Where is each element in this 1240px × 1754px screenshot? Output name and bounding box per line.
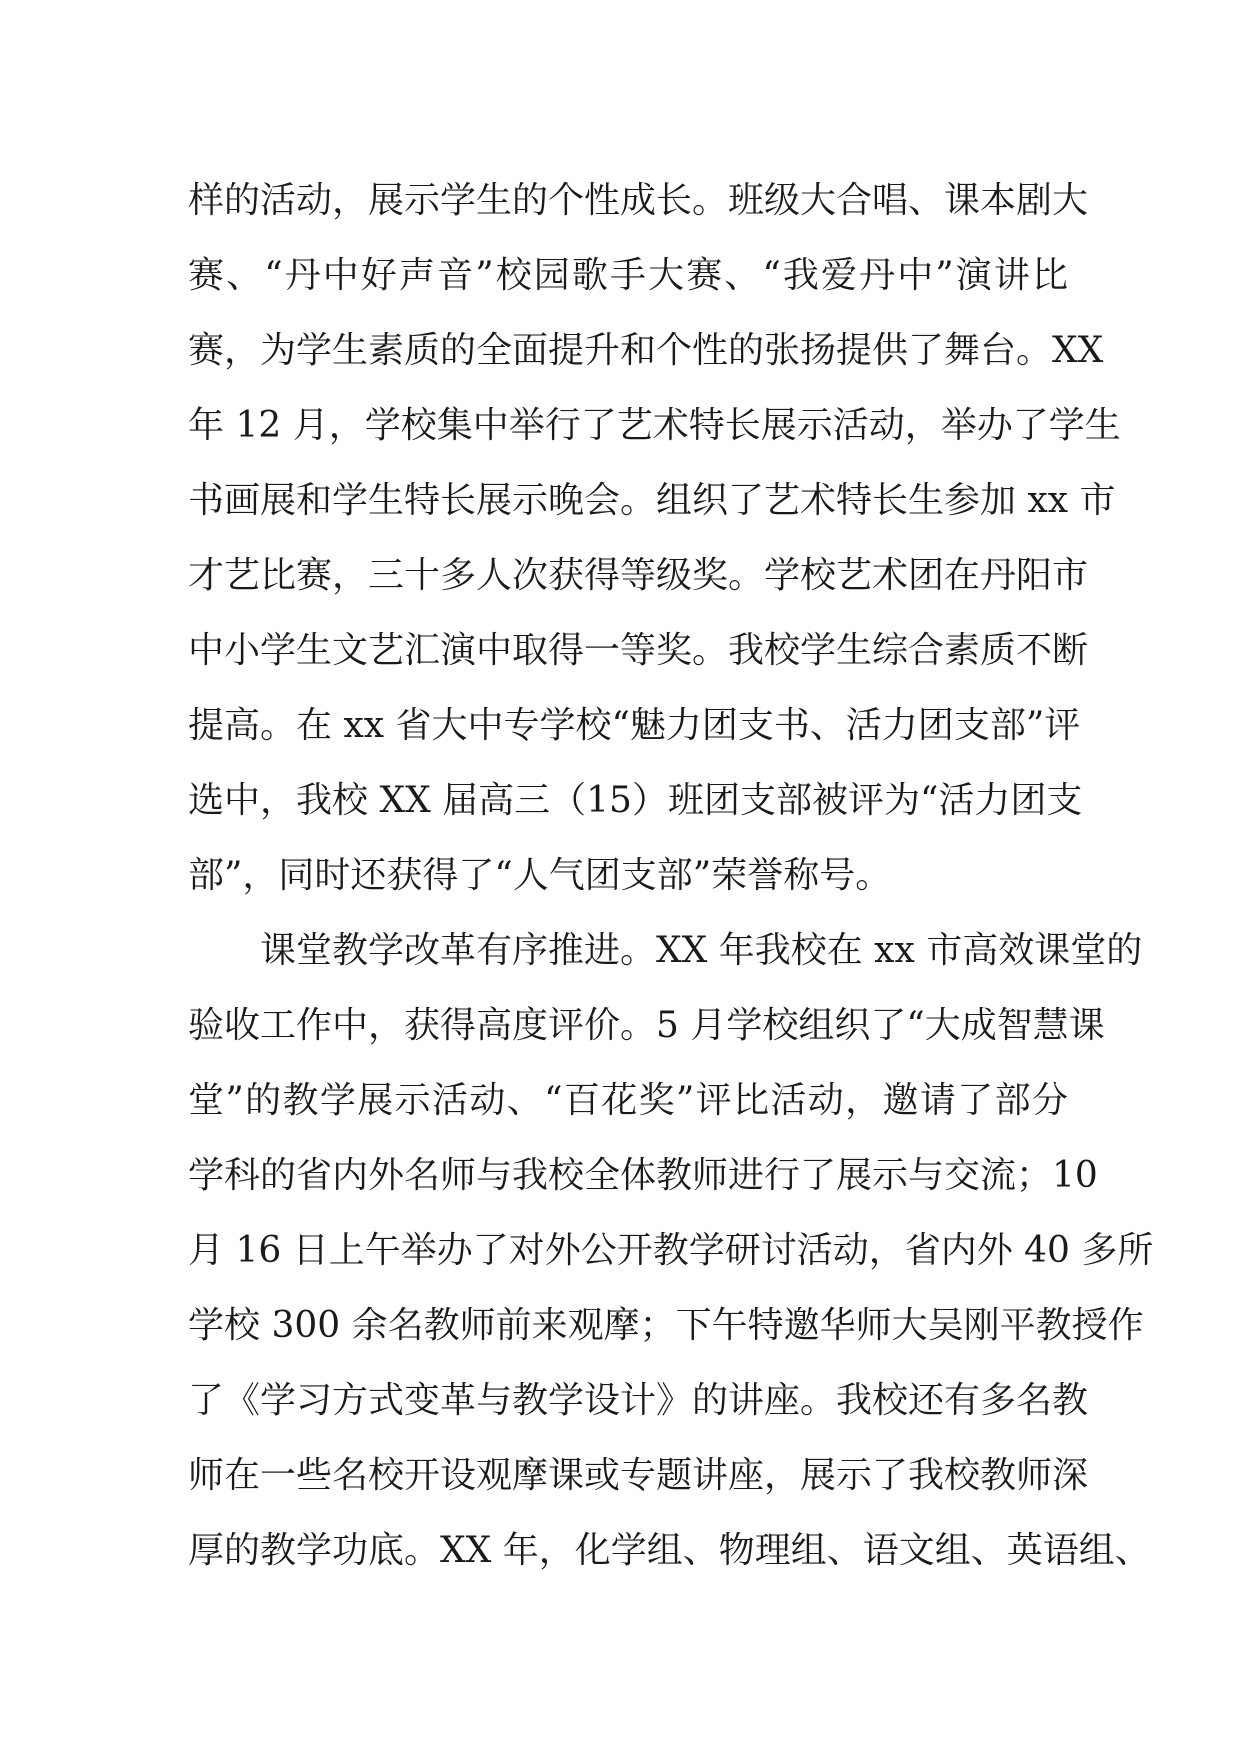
text-line: 中小学生文艺汇演中取得一等奖。我校学生综合素质不断 (188, 630, 1089, 671)
text-line: 课堂教学改革有序推进。XX 年我校在 xx 市高效课堂的 (260, 930, 1143, 971)
text-line: 师在一些名校开设观摩课或专题讲座，展示了我校教师深 (188, 1455, 1089, 1496)
text-line: 学校 300 余名教师前来观摩；下午特邀华师大吴刚平教授作 (188, 1305, 1144, 1346)
body-text (188, 163, 1154, 1588)
text-line: 年 12 月，学校集中举行了艺术特长展示活动，举办了学生 (188, 405, 1121, 446)
text-line: 了《学习方式变革与教学设计》的讲座。我校还有多名教 (188, 1380, 1089, 1421)
text-line: 厚的教学功底。XX 年，化学组、物理组、语文组、英语组、 (188, 1530, 1151, 1571)
text-line: 样的活动，展示学生的个性成长。班级大合唱、课本剧大 (188, 180, 1089, 221)
text-line: 才艺比赛，三十多人次获得等级奖。学校艺术团在丹阳市 (188, 555, 1089, 596)
text-line: 提高。在 xx 省大中专学校“魅力团支书、活力团支部”评 (188, 705, 1081, 746)
text-line: 赛，为学生素质的全面提升和个性的张扬提供了舞台。XX (188, 330, 1104, 371)
text-line: 学科的省内外名师与我校全体教师进行了展示与交流；10 (188, 1155, 1098, 1196)
paragraph-2 (188, 913, 1154, 1588)
text-line: 部”，同时还获得了“人气团支部”荣誉称号。 (188, 855, 892, 896)
text-line: 书画展和学生特长展示晚会。组织了艺术特长生参加 xx 市 (188, 480, 1116, 521)
text-line: 月 16 日上午举办了对外公开教学研讨活动，省内外 40 多所 (188, 1230, 1154, 1271)
text-line: 赛、“丹中好声音”校园歌手大赛、“我爱丹中”演讲比 (188, 255, 1068, 296)
text-line: 验收工作中，获得高度评价。5 月学校组织了“大成智慧课 (188, 1005, 1105, 1046)
paragraph-1 (188, 163, 1121, 913)
text-line: 堂”的教学展示活动、“百花奖”评比活动，邀请了部分 (188, 1080, 1068, 1121)
text-line: 选中，我校 XX 届高三（15）班团支部被评为“活力团支 (188, 780, 1083, 821)
